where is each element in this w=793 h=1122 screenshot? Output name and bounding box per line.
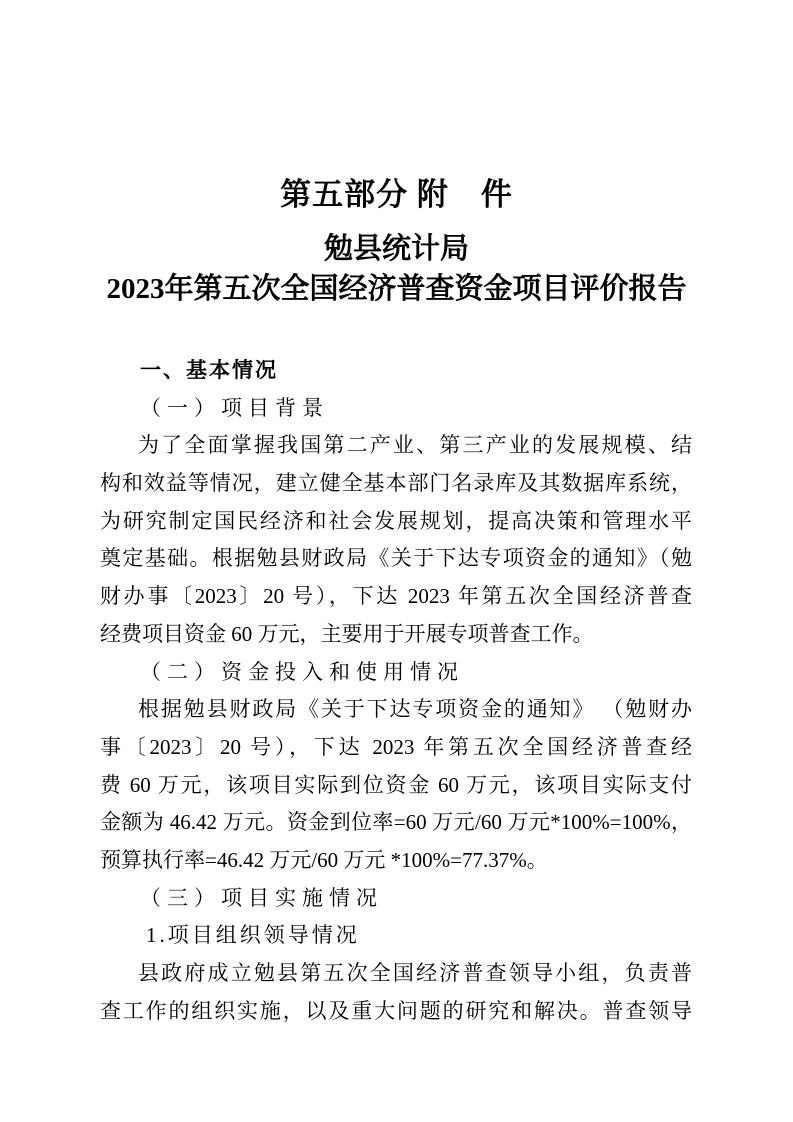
paragraph-line: 构和效益等情况，建立健全基本部门名录库及其数据库系统， [100, 471, 692, 496]
org-title: 勉县统计局 [323, 233, 469, 265]
paragraph-line: 经费项目资金 60 万元，主要用于开展专项普查工作。 [100, 621, 594, 646]
paragraph-line: 金额为 46.42 万元。资金到位率=60 万元/60 万元*100%=100%， [100, 810, 692, 835]
paragraph-line: 县政府成立勉县第五次全国经济普查领导小组，负责普 [138, 961, 692, 985]
subsection-heading-implementation: （三）项目实施情况 [140, 885, 383, 910]
section-heading-basic-situation: 一、基本情况 [140, 358, 278, 382]
subheading-org-leadership: 1.项目组织领导情况 [146, 923, 360, 948]
subsection-heading-funding-usage: （二）资金投入和使用情况 [140, 659, 464, 684]
report-title: 2023年第五次全国经济普查资金项目评价报告 [106, 273, 687, 305]
subsection-heading-project-background: （一）项目背景 [140, 395, 329, 420]
paragraph-line: 为了全面掌握我国第二产业、第三产业的发展规模、结 [138, 433, 692, 458]
paragraph-line: 根据勉县财政局《关于下达专项资金的通知》 （勉财办 [138, 697, 692, 722]
document-header [0, 176, 793, 309]
paragraph-line: 为研究制定国民经济和社会发展规划，提高决策和管理水平 [100, 508, 692, 533]
paragraph-line: 事〔2023〕20 号），下达 2023 年第五次全国经济普查经 [100, 734, 692, 759]
part-title: 第五部分 附 件 [280, 177, 513, 212]
paragraph-line: 奠定基础。根据勉县财政局《关于下达专项资金的通知》（勉 [100, 546, 692, 571]
paragraph-line: 查工作的组织实施，以及重大问题的研究和解决。普查领导 [100, 998, 692, 1023]
paragraph-line: 财办事〔2023〕20 号），下达 2023 年第五次全国经济普查 [100, 584, 692, 609]
document-body [100, 352, 692, 1030]
paragraph-line: 预算执行率=46.42 万元/60 万元 *100%=77.37%。 [100, 847, 548, 872]
paragraph-line: 费 60 万元，该项目实际到位资金 60 万元，该项目实际支付 [100, 772, 692, 797]
